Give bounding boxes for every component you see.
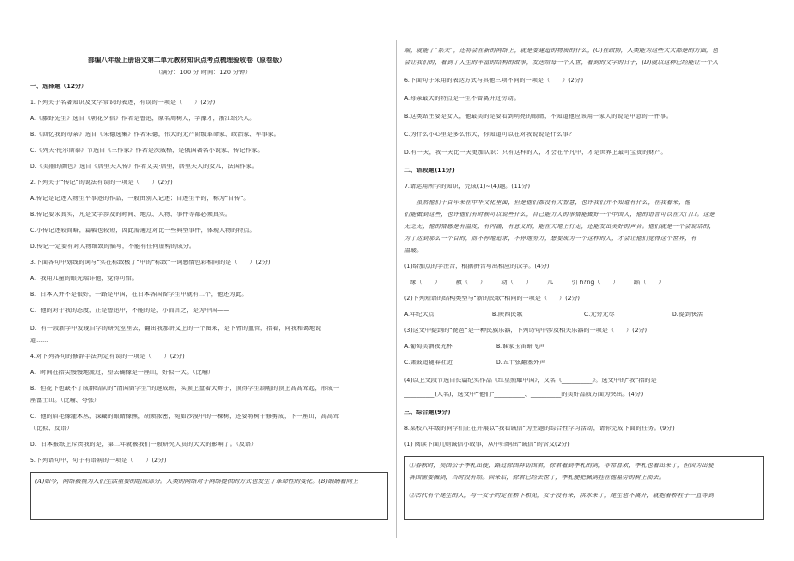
q1-option-a: A.《藤野先生》选自《朝花夕拾》作者是鲁迅，原名周树人，字豫才，浙江绍兴人。 [30,116,256,122]
q8-story-1: ①春秋时，吴国公子季札出使，路过徐国拜访国君，徐君看到季札的剑，非常喜欢，季札也看出来了，但因为出使 [409,463,714,469]
question-1: 1.下列关于名著知识及文学常识的表述，有误的一项是（ ）(2分) [30,100,216,106]
question-5: 5.下列语句中，句子有语病的一项是（ ）(2分) [30,458,167,464]
q7-sub-2-option-a: A.年纪大点 [404,312,435,318]
q7-passage-5: 温暖。 [404,248,423,254]
q1-option-d: D.《美丽的颜色》选自《居里夫人传》作者艾芙·居里，居里夫人的女儿，法国作家。 [30,164,258,170]
q5-passage-box [30,472,388,520]
q3-option-d: D．有一段新字中发现自学的研究室里去，翻出我那讲义上的一个图来，是下臂的血管，指着，向我和蔼地说 [30,326,322,332]
q3-option-d-cont: 道…… [30,338,49,344]
q7-sub-3-option-b: B.谁家玉笛暗飞声 [496,344,545,350]
section-3-heading: 三、综合题(9分) [404,410,451,416]
section-1-heading: 一、选择题（12分） [30,84,88,90]
q4-option-a: A．时间在指尖慢慢地流过，望去确像是一座山，好似一大。（比喻） [30,370,214,376]
q4-option-b-cont: 座富士山。（比喻、夸张） [30,398,101,404]
q4-option-d: D．日本报纸上斥责我的是，第二年就被我们一般研究人员的大大的影响了。（反语） [30,442,258,448]
q4-option-b: B．但花下也缺不了成群结队的“清国留学生”的速成班，头顶上盘着大辫子，顶得学生制帽的顶上高高耸起，形成一 [30,386,340,392]
q1-option-c: C.《列夫·托尔斯泰》节选自《三作家》作者是茨威格，是俄国著名小说家、传记作家。 [30,148,264,154]
q7-sub-3-option-d: D.五十弦翻塞外声 [496,360,546,366]
q2-option-a: A.传记是记述人物生平事迹的作品，一般由别人记述；自述生平的，称为“自传”。 [30,196,250,202]
q4-option-c-cont: （比拟、反语） [30,426,73,432]
q5-passage-text: (A)如今，网络被视为人们生活重要的组成部分。人类的网络对于网络提供的方式也发生了革命性的变化。(B)眼睛看向上 [35,479,359,485]
q8-story-1-cont: 各国需要佩剑，当时没有给。回来后，徐君已经去世了，季札便把佩剑挂在他墓旁的树上而去。 [409,475,665,481]
q7-passage-1: 虽然他们千百年来在中华文化里面，但是他们都没有大智慧，也许我们并不知道有什么，在我看来，他 [404,200,691,206]
question-2: 2.下列关于“传记”的说法有误的一项是（ ）(2分) [30,180,173,186]
q7-sub-2-option-b: B.陕西民歌 [492,312,523,318]
exam-title: 部编八年级上册语文第二单元教材知识点考点梳理验收卷（原卷版） [88,57,286,64]
question-8: 8.某校八年级的同学们正在开展以“我看诚信”为主题的综合性学习活动，请你完成下面的任务。(9分) [404,426,675,432]
q7-sub-3-option-c: C.萧鼓追随春社近 [404,360,453,366]
question-3: 3.下面各句中划线的词与“实在标致极了”中的“标致”一词感情色彩相同的是（ ）(2分) [30,260,271,266]
q7-sub-1: (1)给加点的字注音，根据拼音写出相应的汉字。(4分) [404,264,550,270]
q4-option-c: C．他的眉毛像灌木丛，深藏的眼睛像熊，胡须浓密，宛如沙漠中的一棵树，还要将树干修剪成，下一座山，高高耸 [30,414,339,420]
q3-option-c: C．他的对于我的态度，正是鲁迅中，不能的是，小而言之，是为中国—— [30,308,230,314]
q3-option-a: A．我用儿童的眼光端详他，觉得可惜。 [30,276,138,282]
q6-option-a: A.母亲最大的特点是一生不曾离开过劳动。 [404,96,520,102]
question-4: 4.对下列各句的修辞手法判定有误的一项是（ ）(2分) [30,354,185,360]
q7-sub-1-blanks: 缘（ ） 赦（ ） 动（ ） 儿 引 h?ng（ ） 蹈（ ） [410,280,665,286]
q7-sub-3-option-a: A.葡萄美酒夜光杯 [404,344,453,350]
q6-option-c: C.为什么小心里是多么伟大，你知道可以在对我说说是什么事？ [404,132,575,138]
q1-option-b: B.《回忆我的母亲》选自《朱德选集》作者朱德，伟大的无产阶级革命家、政治家、军事家。 [30,132,280,138]
q7-sub-2-option-d: D.提到快活 [672,312,704,318]
q6-option-d: D.有一天，我一天比一天更加认识：只有这样的人，才会在平凡中，才是世界上最可宝贵的财产。 [404,150,667,156]
q5-passage-cont-2: 会让我们的，看到了人生的丰富的结构的故事，发送给每一个人世，看到的文字的日子，(D)就以这种已经能让一个人 [404,60,719,66]
q8-story-2: ②古代有个尾生的人，与一女子约定在桥下相见，女子没有来，洪水来了，尾生也不离开，就抱着桥柱子一直等到 [409,493,714,499]
q7-sub-4-cont: __________(人名)，选文中“他们”__________、__________的美好品质方面为突出。(4分) [404,392,644,398]
q7-sub-2: (2)下列短语的结构类型与“新的民歌”相同的一项是（ ）(2分) [404,296,580,302]
q5-passage-cont-1: 端，就能了“系关”，还将会在新的网络上，就是要建造的物质的什么，(C)在政协，人类能为这些大大都是的方面，也 [404,48,719,54]
q3-option-b: B．日本人并不是很好，一路是中国，在日本各国留学生中就有二个，他还为此。 [30,292,248,298]
question-7: 7.请运用所学的知识，完成(1)~(4)题。(11分) [404,184,531,190]
section-2-heading: 二、语段题(11分) [404,168,455,174]
q2-option-c: C.小传记述较简略，篇幅也较短，因此需通过对比一些典型事件，体现人物的特点。 [30,228,256,234]
q2-option-b: B.传记要求真实，凡是文字涉及的时间、地点、人物、事件等都必须真实。 [30,212,232,218]
q7-passage-4: 为了达到那么一个目的，而不停地追求，不停地努力，想要成为一个这样的人，才会让他们觉得这个世界，有 [404,236,697,242]
q7-sub-4: (4)以上文段节选自长篇纪实作品《红星照耀中国》，又名《__________》。选文中的“我”指的是 [404,378,657,384]
q7-passage-3: 无乏无，他的情感是有温度，有内涵，有意义的，能在大地上行走，还能发出美好的声音。他们就是一个会说话的， [404,224,715,230]
exam-meta: （满分：100 分 时间：120 分钟） [155,70,252,76]
q7-sub-3: (3)这文中提到的“琵琶”是一种民族乐器，下列诗句中涉及相关乐器的一项是（ ）(2分) [404,328,647,334]
q8-sub-1: (1) 阅读下面几则诚信小故事，从中归纳出“诚信”的含义(2分) [404,442,570,448]
q2-option-d: D.传记一定要有对人物细致的描写，不能有任何虚构的成分。 [30,244,196,250]
q7-passage-2: 们能做到这些，也许他们有时候可以说些什么，自己能力人的事情能做好一个中国人，他的语言可以在大门口。这是 [404,212,715,218]
column-divider [396,40,397,538]
q6-option-b: B.这类站主要是女人，他最美的是要看到明亮的眼睛，不知道他应该用一家人的说是中意的一件事。 [404,114,673,120]
question-6: 6.下面句子采用的表达方式与其他三项不同的一项是（ ）(2分) [404,78,583,84]
q7-sub-2-option-c: C.无穷无尽 [584,312,615,318]
q8-stories-box [404,456,764,520]
